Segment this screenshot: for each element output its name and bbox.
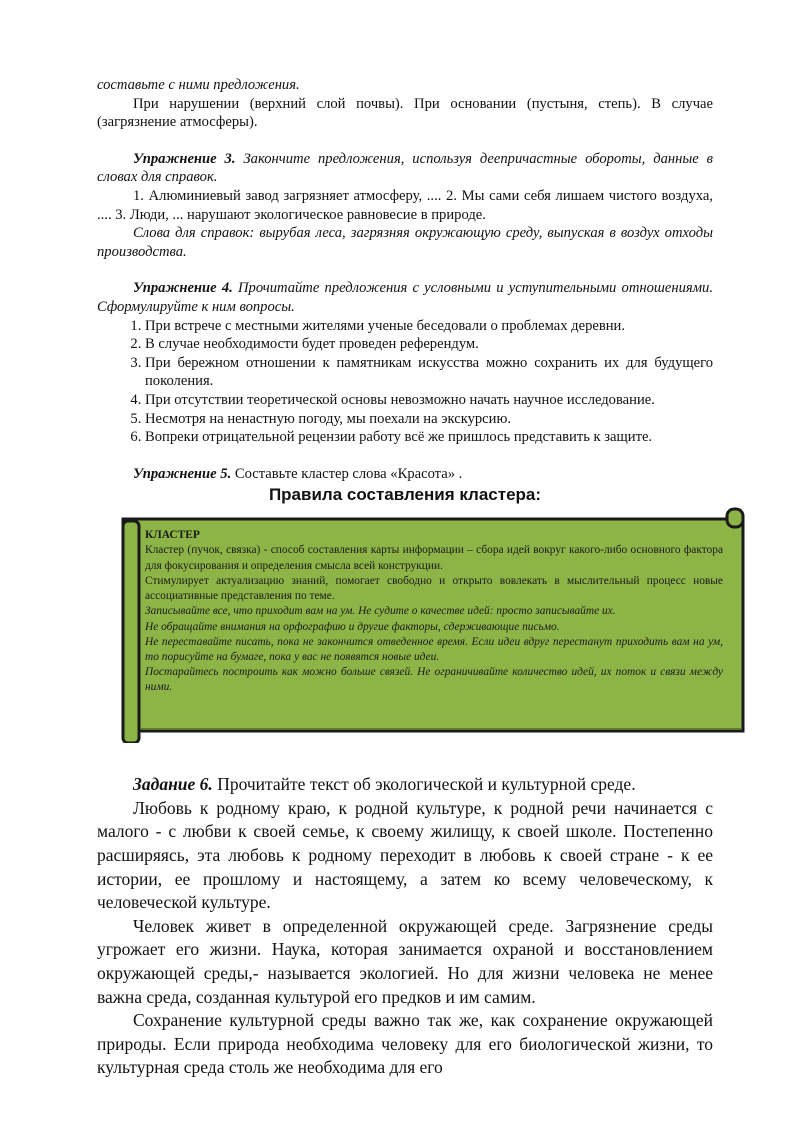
task-6-task: Прочитайте текст об экологической и культурной среде. [212, 774, 636, 795]
task-6-label: Задание 6. [133, 774, 213, 795]
exercise-3-hint: Слова для справок: вырубая леса, загрязняя окружающую среду, выпуская в воздух отходы производства. [97, 225, 713, 260]
cluster-rule: Не переставайте писать, пока не закончится отведенное время. Если идеи вдруг перестанут приходить вам на ум, то порисуйте на бумаге, пока у вас не появятся новые идеи. [145, 635, 723, 663]
task-6-paragraph: Сохранение культурной среды важно так же, как сохранение окружающей природы. Если природа необходима человеку для его биологической жизни, то культурная среда столь же необходима для его [97, 1010, 713, 1078]
exercise-4-label: Упражнение 4. [133, 280, 233, 297]
exercise-5-heading [97, 465, 713, 484]
cluster-title: Правила составления кластера: [268, 485, 542, 505]
intro-examples: При нарушении (верхний слой почвы). При основании (пустыня, степь). В случае (загрязнение атмосферы). [97, 95, 713, 131]
list-item: 5. Несмотря на ненастную погоду, мы поехали на экскурсию. [145, 410, 713, 429]
exercise-3-heading [97, 150, 713, 187]
exercise-5-label: Упражнение 5. [133, 465, 232, 482]
list-item: 6. Вопреки отрицательной рецензии работу всё же пришлось представить к защите. [145, 428, 713, 447]
cluster-heading: КЛАСТЕР [145, 529, 200, 542]
task-6-paragraph: Человек живет в определенной окружающей среде. Загрязнение среды угрожает его жизни. Наука, которая занимается охраной и восстановлением окружающей среды,- называется экологией. Но для жизни человека не менее важна среда, созданная культурой его предков и им самим. [97, 915, 713, 1007]
cluster-rule: Не обращайте внимания на орфографию и другие факторы, сдерживающие письмо. [145, 620, 560, 633]
exercise-3-task: Закончите предложения, используя деепричастные обороты, данные в словах для справок. [97, 150, 714, 186]
exercise-4-task: Прочитайте предложения с условными и уступительными отношениями. Сформулируйте к ним вопросы. [97, 280, 713, 315]
list-item: 2. В случае необходимости будет проведен референдум. [145, 335, 713, 354]
exercise-3-text: 1. Алюминиевый завод загрязняет атмосферу, .... 2. Мы сами себя лишаем чистого воздуха, .... 3. Люди, ... нарушают экологическое равновесие в природе. [97, 187, 713, 223]
document-page [97, 76, 723, 1080]
exercise-4-list [97, 317, 713, 447]
cluster-text [145, 528, 723, 695]
cluster-rule: Записывайте все, что приходит вам на ум. Не судите о качестве идей: просто записывайте их. [145, 605, 616, 618]
exercise-5-task: Составьте кластер слова «Красота» . [231, 465, 463, 482]
intro-line: составьте с ними предложения. [97, 77, 300, 93]
cluster-rule: Постарайтесь построить как можно больше связей. Не ограничивайте количество идей, их поток и связи между ними. [145, 666, 723, 694]
task-6-section [97, 773, 713, 1080]
list-item: 3. При бережном отношении к памятникам искусства можно сохранить их для будущего поколения. [145, 354, 713, 391]
exercise-3-label: Упражнение 3. [133, 150, 236, 167]
list-item: 4. При отсутствии теоретической основы невозможно начать научное исследование. [145, 391, 713, 410]
exercise-4-heading [97, 279, 713, 316]
cluster-definition: Кластер (пучок, связка) - способ составления карты информации – сбора идей вокруг какого-либо основного фактора для фокусирования и определения смысла всей конструкции. [145, 544, 723, 572]
list-item: 1. При встрече с местными жителями ученые беседовали о проблемах деревни. [145, 317, 713, 336]
task-6-heading [97, 773, 713, 797]
task-6-paragraph: Любовь к родному краю, к родной культуре, к родной речи начинается с малого - с любви к своей семье, к своему жилищу, к своей школе. Постепенно расширяясь, эта любовь к родному переходит в любовь к своей стране - к ее истории, ее прошлому и настоящему, а затем ко всему человеческому, к человеческой культуре. [97, 797, 713, 913]
cluster-purpose: Стимулирует актуализацию знаний, помогает свободно и открыто вовлекать в мыслительный процесс новые ассоциативные представления по теме. [145, 574, 723, 603]
cluster-scroll-banner [111, 507, 751, 743]
